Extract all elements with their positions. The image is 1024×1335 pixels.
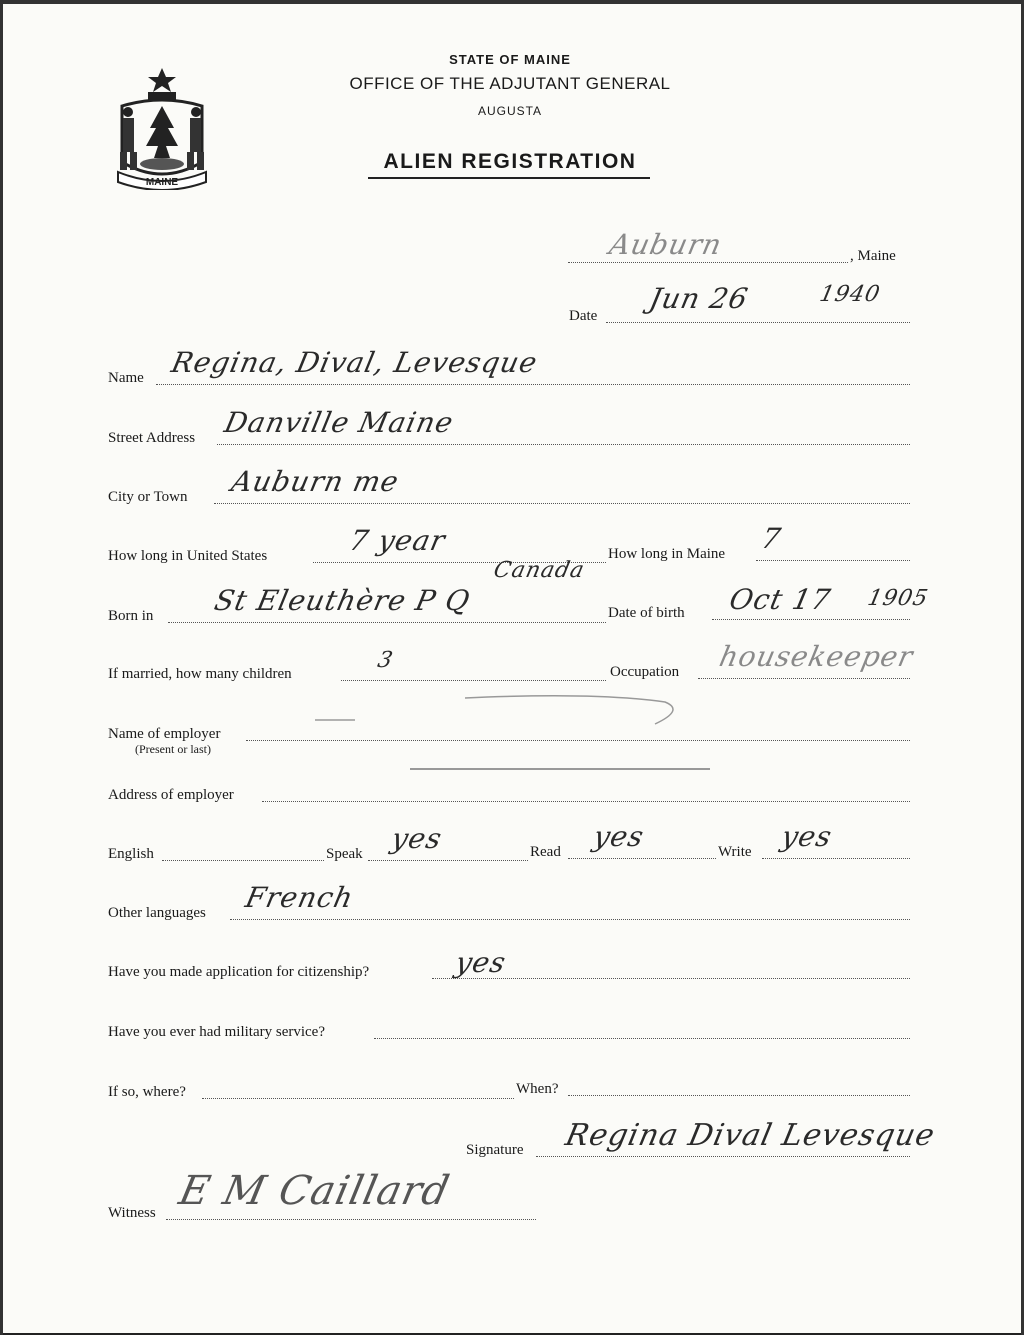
name-value: Regina, Dival, Levesque [168,346,541,379]
where-label: If so, where? [108,1084,186,1100]
name-line [156,384,910,385]
maine-time-value: 7 [758,522,785,555]
city-label: City or Town [108,489,188,505]
signature-line [536,1156,910,1157]
us-time-value: 7 year [346,524,449,557]
employer-address-label: Address of employer [108,787,234,803]
signature-value: Regina Dival Levesque [562,1118,939,1153]
citizenship-value: yes [452,946,510,979]
english-line [162,860,324,861]
occupation-label: Occupation [610,664,680,680]
witness-line [166,1219,536,1220]
born-country-note: Canada [491,558,588,583]
occupation-value: housekeeper [716,640,917,673]
date-value: Jun 26 [646,282,752,315]
born-label: Born in [108,608,154,624]
us-time-label: How long in United States [108,548,268,564]
maine-time-line [756,560,910,561]
header-office: OFFICE OF THE ADJUTANT GENERAL [349,74,671,93]
signature-label: Signature [466,1142,524,1158]
dob-line [712,619,910,620]
dob-label: Date of birth [608,605,685,621]
citizenship-line [432,978,910,979]
children-value: 3 [375,648,396,673]
speak-label: Speak [326,846,363,862]
city-line [214,503,910,504]
dob-value: Oct 17 [726,583,834,616]
occupation-line [698,678,910,679]
dob-year: 1905 [865,586,931,611]
date-line [606,322,910,323]
employer-label: Name of employer [108,726,221,742]
when-label: When? [516,1081,559,1097]
place-value: Auburn [606,228,726,261]
state-seal-icon [108,66,216,190]
date-year: 1940 [817,282,883,307]
born-value: St Eleuthère P Q [211,584,474,617]
street-line [217,444,910,445]
write-value: yes [778,820,836,853]
read-value: yes [590,820,648,853]
write-label: Write [718,844,752,860]
scan-edge-left [0,0,3,1335]
write-line [762,858,910,859]
english-label: English [108,846,154,862]
employer-address-dash [410,768,710,770]
form-title: ALIEN REGISTRATION [383,150,637,173]
read-label: Read [530,844,561,860]
employer-dash-mark [315,690,695,730]
children-line [341,680,606,681]
maine-time-label: How long in Maine [608,546,726,562]
other-languages-line [230,919,910,920]
title-underline [368,177,650,179]
name-label: Name [108,370,144,386]
where-line [202,1098,514,1099]
witness-label: Witness [108,1205,156,1221]
children-label: If married, how many children [108,666,292,682]
military-line [374,1038,910,1039]
place-suffix: , Maine [850,248,896,264]
scan-edge-top [0,0,1024,4]
seal-banner-text: MAINE [145,177,179,188]
military-label: Have you ever had military service? [108,1024,325,1040]
street-label: Street Address [108,430,196,446]
employer-address-line [262,801,910,802]
street-value: Danville Maine [221,406,457,439]
place-line [568,262,848,263]
header-state: STATE OF MAINE [449,52,571,67]
city-value: Auburn me [228,465,403,498]
date-label: Date [569,308,598,324]
witness-value: E M Caillard [175,1168,454,1214]
other-languages-value: French [242,881,357,914]
speak-value: yes [388,822,446,855]
speak-line [368,860,528,861]
born-line [168,622,606,623]
read-line [568,858,716,859]
employer-line [246,740,910,741]
other-languages-label: Other languages [108,905,206,921]
when-line [568,1095,910,1096]
employer-sublabel: (Present or last) [135,742,211,756]
header-city: AUGUSTA [477,104,543,118]
citizenship-label: Have you made application for citizenship? [108,964,370,980]
